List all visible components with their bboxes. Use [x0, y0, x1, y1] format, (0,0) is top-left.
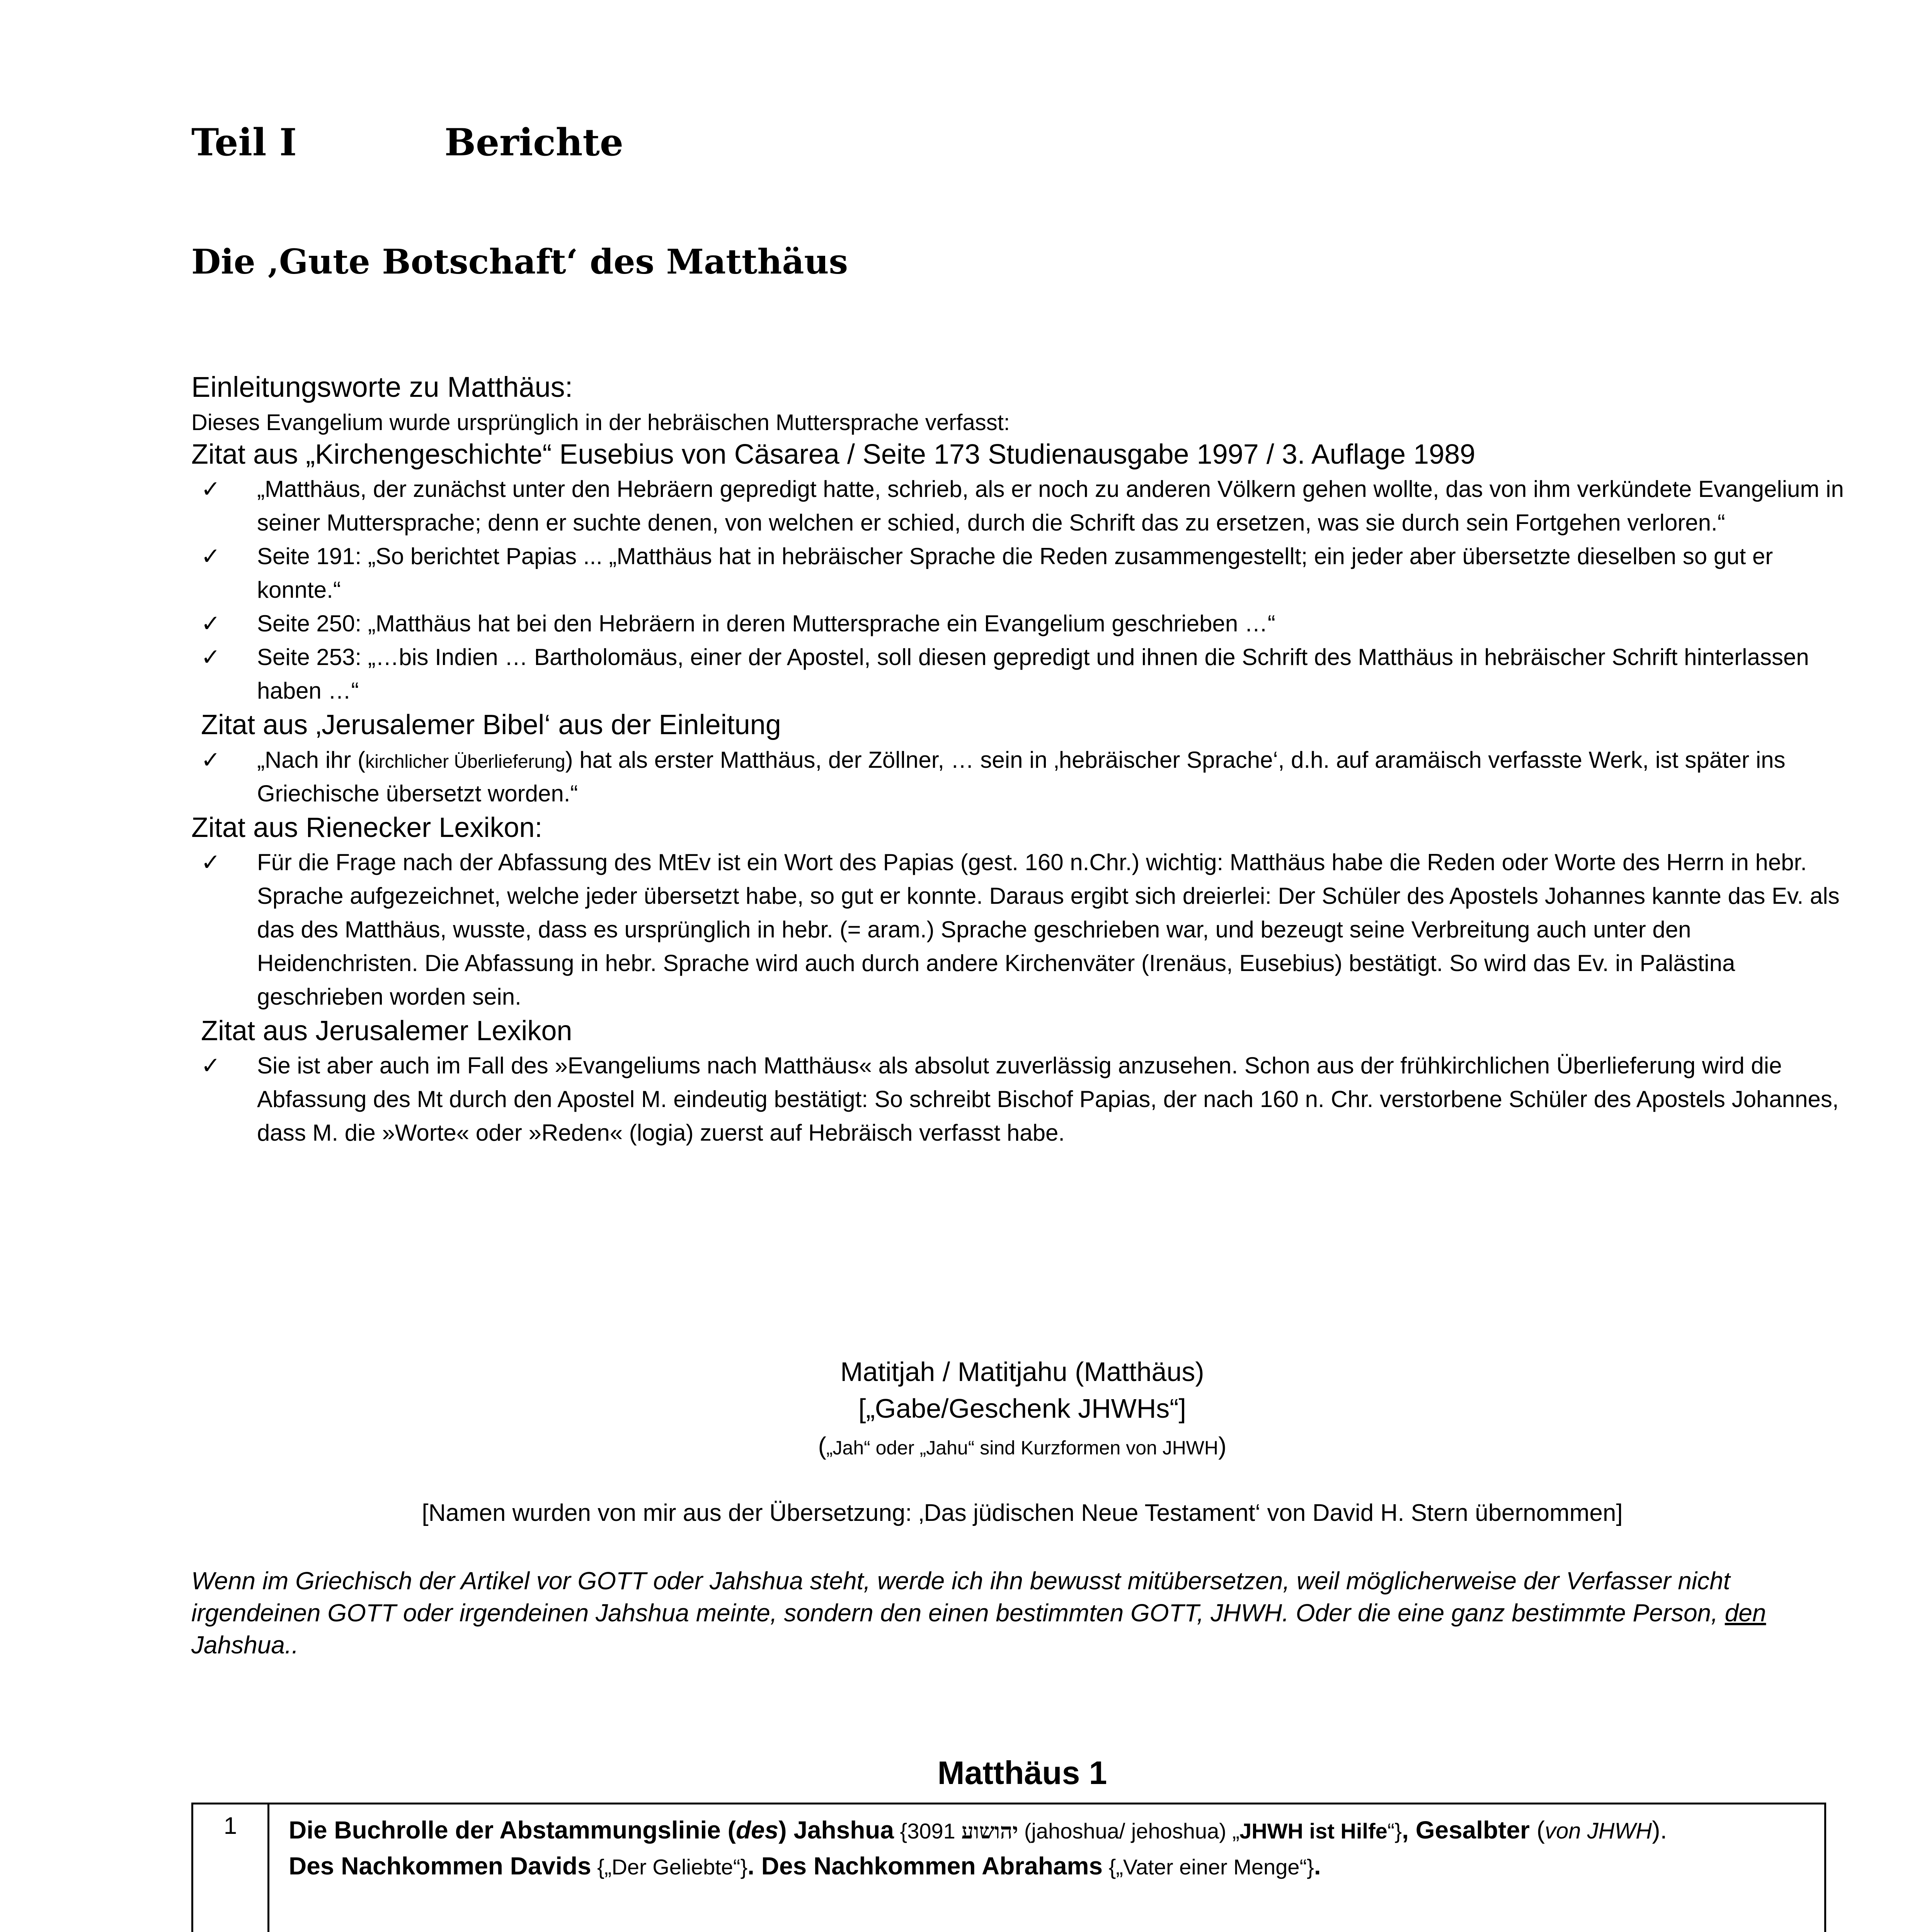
name-line-3: („Jah“ oder „Jahu“ sind Kurzformen von JHWH): [818, 1432, 1227, 1460]
verse-text: Die Buchrolle der Abstammungslinie (des) Jahshua {3091 יהושוע (jahoshua/ jehoshua) „JHWH ist Hilfe“}, Gesalbter (von JHWH). Des Nachkommen Davids {„Der Geliebte“}. Des Nachkommen Abrahams {„Vater einer Menge“}.: [269, 1804, 1825, 1932]
table-row: [192, 1804, 1825, 1932]
check-icon: ✓: [201, 849, 221, 875]
name-line-1: Matitjah / Matitjahu (Matthäus): [840, 1357, 1204, 1387]
chapter-title: Matthäus 1: [937, 1755, 1107, 1791]
intro-section: [191, 369, 1853, 1150]
check-icon: ✓: [201, 644, 221, 670]
quote-source: Zitat aus Jerusalemer Lexikon: [201, 1015, 572, 1046]
list-item: ✓ Seite 253: „…bis Indien … Bartholomäus, einer der Apostel, soll diesen gepredigt und ihnen die Schrift des Matthäus in hebräischer Schrift hinterlassen haben …“: [191, 640, 1853, 707]
list-item: ✓ Für die Frage nach der Abfassung des MtEv ist ein Wort des Papias (gest. 160 n.Chr.) wichtig: Matthäus habe die Reden oder Worte des Herrn in hebr. Sprache aufgezeichnet, welche jeder übersetzt habe, so gut er konnte. Daraus ergibt sich dreierlei: Der Schüler des Apostels Johannes kannte das Ev. als das des Matthäus, wusste, dass es ursprünglich in hebr. (= aram.) Sprache geschrieben war, und bezeugt seine Verbreitung auch unter den Heidenchristen. Die Abfassung in hebr. Sprache wird auch durch andere Kirchenväter (Irenäus, Eusebius) bestätigt. So wird das Ev. in Palästina geschrieben worden sein.: [191, 845, 1853, 1014]
quote-source: Zitat aus ‚Jerusalemer Bibel‘ aus der Einleitung: [201, 709, 781, 741]
verse-table: [191, 1803, 1826, 1932]
quote-source: Zitat aus Rienecker Lexikon:: [191, 812, 543, 843]
section-heading: Die ‚Gute Botschaft‘ des Matthäus: [191, 242, 848, 282]
verse-number: 1: [192, 1804, 269, 1932]
part-heading: Teil I: [191, 121, 297, 164]
list-item: ✓ „Nach ihr (kirchlicher Überlieferung) hat als erster Matthäus, der Zöllner, … sein in ‚hebräischer Sprache‘, d.h. auf aramäisch verfasste Werk, ist später ins Griechische übersetzt worden.“: [191, 743, 1853, 810]
list-item: ✓ Seite 191: „So berichtet Papias ... „Matthäus hat in hebräischer Sprache die Reden zusammengestellt; ein jeder aber übersetzte dieselben so gut er konnte.“: [191, 539, 1853, 607]
intro-line: Dieses Evangelium wurde ursprünglich in der hebräischen Muttersprache verfasst:: [191, 410, 1010, 435]
part-title: Berichte: [444, 121, 623, 164]
check-icon: ✓: [201, 747, 221, 773]
check-icon: ✓: [201, 611, 221, 637]
italic-note: Wenn im Griechisch der Artikel vor GOTT oder Jahshua steht, werde ich ihn bewusst mitübersetzen, weil möglicherweise der Verfasser nicht irgendeinen GOTT oder irgendeinen Jahshua meinte, sondern den einen bestimmten GOTT, JHWH. Oder die eine ganz bestimmte Person, den Jahshua..: [191, 1567, 1766, 1659]
translation-note: [Namen wurden von mir aus der Übersetzung: ‚Das jüdischen Neue Testament‘ von David H. Stern übernommen]: [422, 1500, 1623, 1526]
check-icon: ✓: [201, 1053, 221, 1079]
intro-label: Einleitungsworte zu Matthäus:: [191, 371, 573, 403]
quote-source: Zitat aus „Kirchengeschichte“ Eusebius von Cäsarea / Seite 173 Studienausgabe 1997 / 3. Auflage 1989: [191, 439, 1476, 470]
name-line-2: [„Gabe/Geschenk JHWHs“]: [858, 1393, 1186, 1423]
check-icon: ✓: [201, 476, 221, 502]
list-item: ✓ Seite 250: „Matthäus hat bei den Hebräern in deren Muttersprache ein Evangelium geschrieben …“: [191, 607, 1853, 640]
list-item: ✓ „Matthäus, der zunächst unter den Hebräern gepredigt hatte, schrieb, als er noch zu anderen Völkern gehen wollte, das von ihm verkündete Evangelium in seiner Muttersprache; denn er suchte denen, von welchen er schied, durch die Schrift das zu ersetzen, was sie durch sein Fortgehen verloren.“: [191, 472, 1853, 539]
list-item: ✓ Sie ist aber auch im Fall des »Evangeliums nach Matthäus« als absolut zuverlässig anzusehen. Schon aus der frühkirchlichen Überlieferung wird die Abfassung des Mt durch den Apostel M. eindeutig bestätigt: So schreibt Bischof Papias, der nach 160 n. Chr. verstorbene Schüler des Apostels Johannes, dass M. die »Worte« oder »Reden« (logia) zuerst auf Hebräisch verfasst habe.: [191, 1049, 1853, 1150]
check-icon: ✓: [201, 543, 221, 570]
